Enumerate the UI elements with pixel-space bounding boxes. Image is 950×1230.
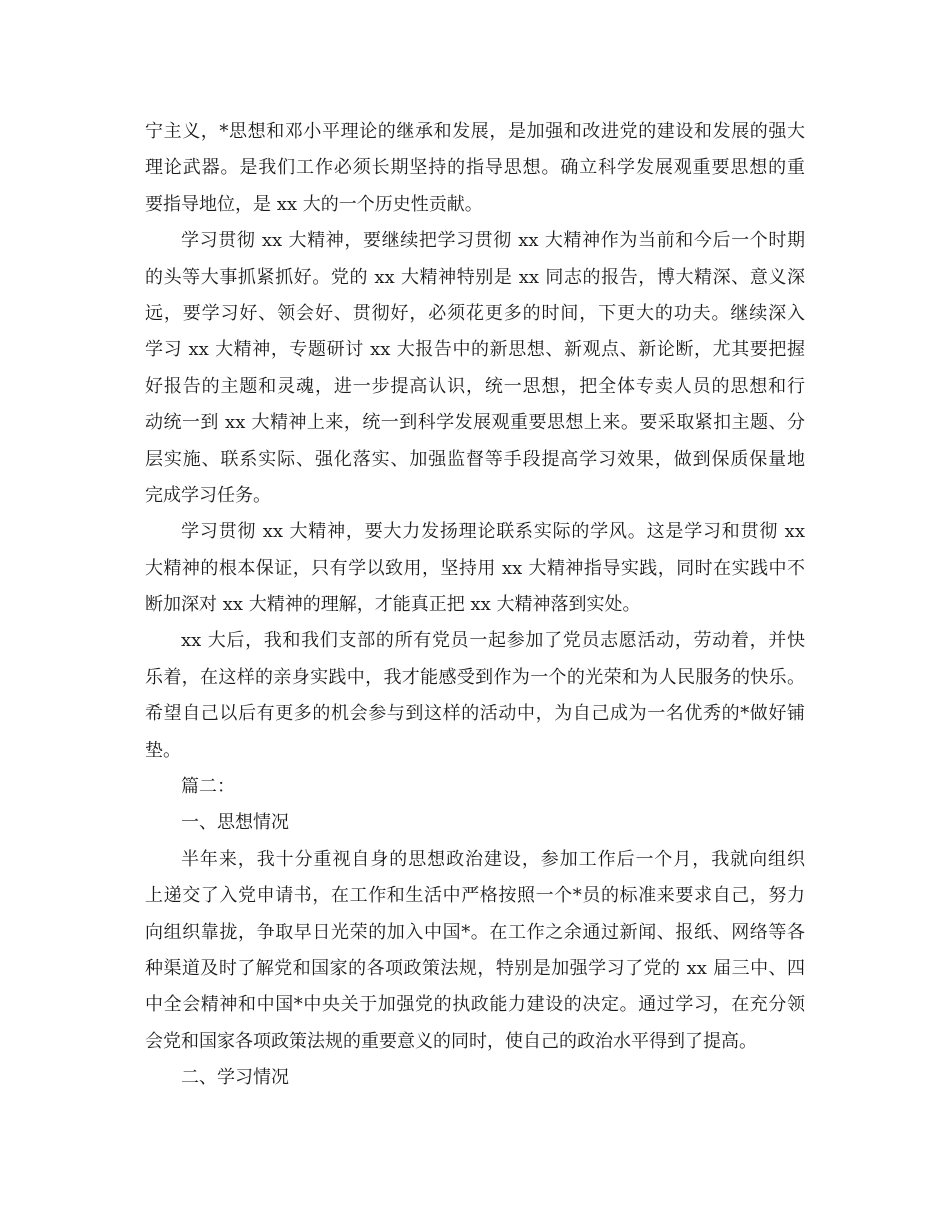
text-line: 宁主义，*思想和邓小平理论的继承和发展，是加强和改进党的建设和发展的强大 (145, 121, 805, 142)
text-line: 学习贯彻 xx 大精神，要大力发扬理论联系实际的学风。这是学习和贯彻 xx (181, 521, 805, 543)
text-line: 希望自己以后有更多的机会参与到这样的活动中，为自己成为一名优秀的*做好铺 (145, 703, 805, 725)
text-line: 断加深对 xx 大精神的理解，才能真正把 xx 大精神落到实处。 (145, 594, 641, 616)
text-line: 一、思想情况 (181, 812, 289, 834)
text-line: 向组织靠拢，争取早日光荣的加入中国*。在工作之余通过新闻、报纸、网络等各 (145, 921, 805, 943)
text-line: 学习贯彻 xx 大精神，要继续把学习贯彻 xx 大精神作为当前和今后一个时期 (181, 230, 805, 252)
text-line: 完成学习任务。 (145, 484, 271, 506)
document-body (145, 114, 805, 1097)
text-line: 好报告的主题和灵魂，进一步提高认识，统一思想，把全体专卖人员的思想和行 (145, 375, 805, 397)
text-line: 种渠道及时了解党和国家的各项政策法规，特别是加强学习了党的 xx 届三中、四 (145, 957, 805, 979)
text-line: 二、学习情况 (181, 1067, 289, 1089)
text-line: 中全会精神和中国*中央关于加强党的执政能力建设的决定。通过学习，在充分领 (145, 994, 805, 1016)
text-line: xx 大后，我和我们支部的所有党员一起参加了党员志愿活动，劳动着，并快 (181, 630, 805, 652)
text-line: 层实施、联系实际、强化落实、加强监督等手段提高学习效果，做到保质保量地 (145, 448, 805, 470)
text-line: 动统一到 xx 大精神上来，统一到科学发展观重要思想上来。要采取紧扣主题、分 (145, 412, 805, 434)
text-line: 的头等大事抓紧抓好。党的 xx 大精神特别是 xx 同志的报告，博大精深、意义深 (145, 266, 805, 288)
text-line: 会党和国家各项政策法规的重要意义的同时，使自己的政治水平得到了提高。 (145, 1030, 757, 1052)
text-line: 乐着，在这样的亲身实践中，我才能感受到作为一个的光荣和为人民服务的快乐。 (145, 666, 805, 688)
text-line: 学习 xx 大精神，专题研讨 xx 大报告中的新思想、新观点、新论断，尤其要把握 (145, 339, 805, 361)
text-line: 要指导地位，是 xx 大的一个历史性贡献。 (145, 193, 483, 215)
text-line: 垫。 (145, 739, 181, 761)
text-line: 上递交了入党申请书，在工作和生活中严格按照一个*员的标准来要求自己，努力 (145, 885, 805, 907)
text-line: 半年来，我十分重视自身的思想政治建设，参加工作后一个月，我就向组织 (181, 848, 805, 870)
text-line: 理论武器。是我们工作必须长期坚持的指导思想。确立科学发展观重要思想的重 (145, 157, 805, 179)
text-line: 篇二： (181, 776, 235, 798)
text-line: 远，要学习好、领会好、贯彻好，必须花更多的时间，下更大的功夫。继续深入 (145, 302, 805, 324)
text-line: 大精神的根本保证，只有学以致用，坚持用 xx 大精神指导实践，同时在实践中不 (145, 557, 805, 579)
